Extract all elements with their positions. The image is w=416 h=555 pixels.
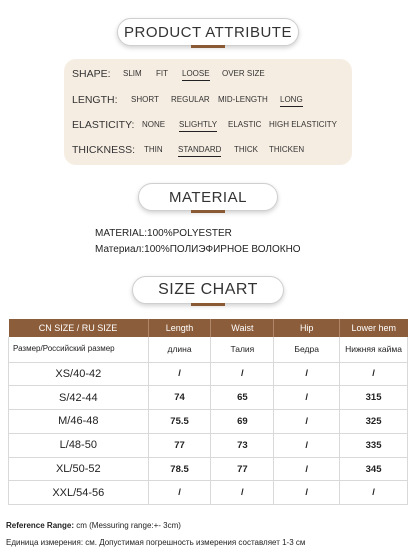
title-accent-bar [191,210,225,213]
product-attribute-title [117,18,299,46]
reference-note [6,521,181,530]
cell-waist: 77 [211,457,274,481]
size-table-header [9,319,408,337]
header-length: Length [148,319,211,337]
cell-lower-hem: / [340,481,408,505]
ru-header-hip: Бедра [274,337,340,362]
attr-option-slightly-selected: SLIGHTLY [179,120,218,129]
cell-length: / [148,481,211,505]
table-row [9,386,408,410]
cell-hip: / [274,433,340,457]
reference-note-ru: Единица измерения: см. Допустимая погрешность измерения составляет 1-3 см [6,538,306,547]
attr-option-long-selected: LONG [280,95,303,104]
size-chart-title [132,276,284,304]
cell-lower-hem: 315 [340,386,408,410]
attr-label-thickness: THICKNESS: [72,144,136,156]
cell-waist: / [211,362,274,386]
header-lower-hem: Lower hem [340,319,408,337]
attr-option-standard-selected: STANDARD [178,145,222,154]
table-row [9,481,408,505]
table-row [9,457,408,481]
table-row [9,362,408,386]
table-row [9,433,408,457]
cell-length: 74 [148,386,211,410]
attr-option-high-elasticity: HIGH ELASTICITY [269,120,338,129]
attr-option-oversize: OVER SIZE [222,69,265,78]
title-accent-bar [191,303,225,306]
cell-length: 78.5 [148,457,211,481]
ru-header-waist: Талия [211,337,274,362]
size-table [8,319,408,505]
cell-size: L/48-50 [9,433,149,457]
attr-option-none: NONE [142,120,166,129]
attr-label-elasticity: ELASTICITY: [72,119,135,131]
attr-option-thick: THICK [234,145,258,154]
cell-lower-hem: / [340,362,408,386]
ru-header-lower-hem: Нижняя кайма [340,337,408,362]
cell-size: M/46-48 [9,410,149,434]
size-chart-title-text: SIZE CHART [158,281,258,298]
ru-header-size: Размер/Российский размер [9,337,149,362]
cell-lower-hem: 325 [340,410,408,434]
header-waist: Waist [211,319,274,337]
material-en: MATERIAL:100%POLYESTER [95,228,232,239]
reference-text: cm (Messuring range:+- 3cm) [74,521,181,530]
cell-waist: / [211,481,274,505]
attr-option-thicken: THICKEN [269,145,305,154]
cell-size: XL/50-52 [9,457,149,481]
cell-size: XXL/54-56 [9,481,149,505]
cell-hip: / [274,410,340,434]
cell-length: 75.5 [148,410,211,434]
cell-waist: 65 [211,386,274,410]
table-row [9,410,408,434]
cell-waist: 73 [211,433,274,457]
attr-option-thin: THIN [144,145,163,154]
cell-length: / [148,362,211,386]
cell-hip: / [274,386,340,410]
attr-label-shape: SHAPE: [72,68,111,80]
size-table-ru-header [9,337,408,362]
cell-hip: / [274,481,340,505]
material-title [138,183,278,211]
attr-option-regular: REGULAR [171,95,210,104]
cell-size: XS/40-42 [9,362,149,386]
cell-waist: 69 [211,410,274,434]
reference-label: Reference Range: [6,521,75,530]
product-attribute-title-text: PRODUCT ATTRIBUTE [124,23,292,41]
attr-option-elastic: ELASTIC [228,120,262,129]
ru-header-length: длина [148,337,211,362]
attr-option-mid-length: MID-LENGTH [218,95,268,104]
cell-lower-hem: 345 [340,457,408,481]
header-hip: Hip [274,319,340,337]
cell-hip: / [274,457,340,481]
cell-length: 77 [148,433,211,457]
attr-option-slim: SLIM [123,69,142,78]
attr-option-short: SHORT [131,95,159,104]
material-ru: Материал:100%ПОЛИЭФИРНОЕ ВОЛОКНО [95,244,301,255]
material-title-text: MATERIAL [169,188,247,206]
attr-label-length: LENGTH: [72,94,118,106]
header-size: CN SIZE / RU SIZE [9,319,149,337]
cell-size: S/42-44 [9,386,149,410]
cell-hip: / [274,362,340,386]
title-accent-bar [191,45,225,48]
cell-lower-hem: 335 [340,433,408,457]
attr-option-loose-selected: LOOSE [182,69,210,78]
attr-option-fit: FIT [156,69,168,78]
